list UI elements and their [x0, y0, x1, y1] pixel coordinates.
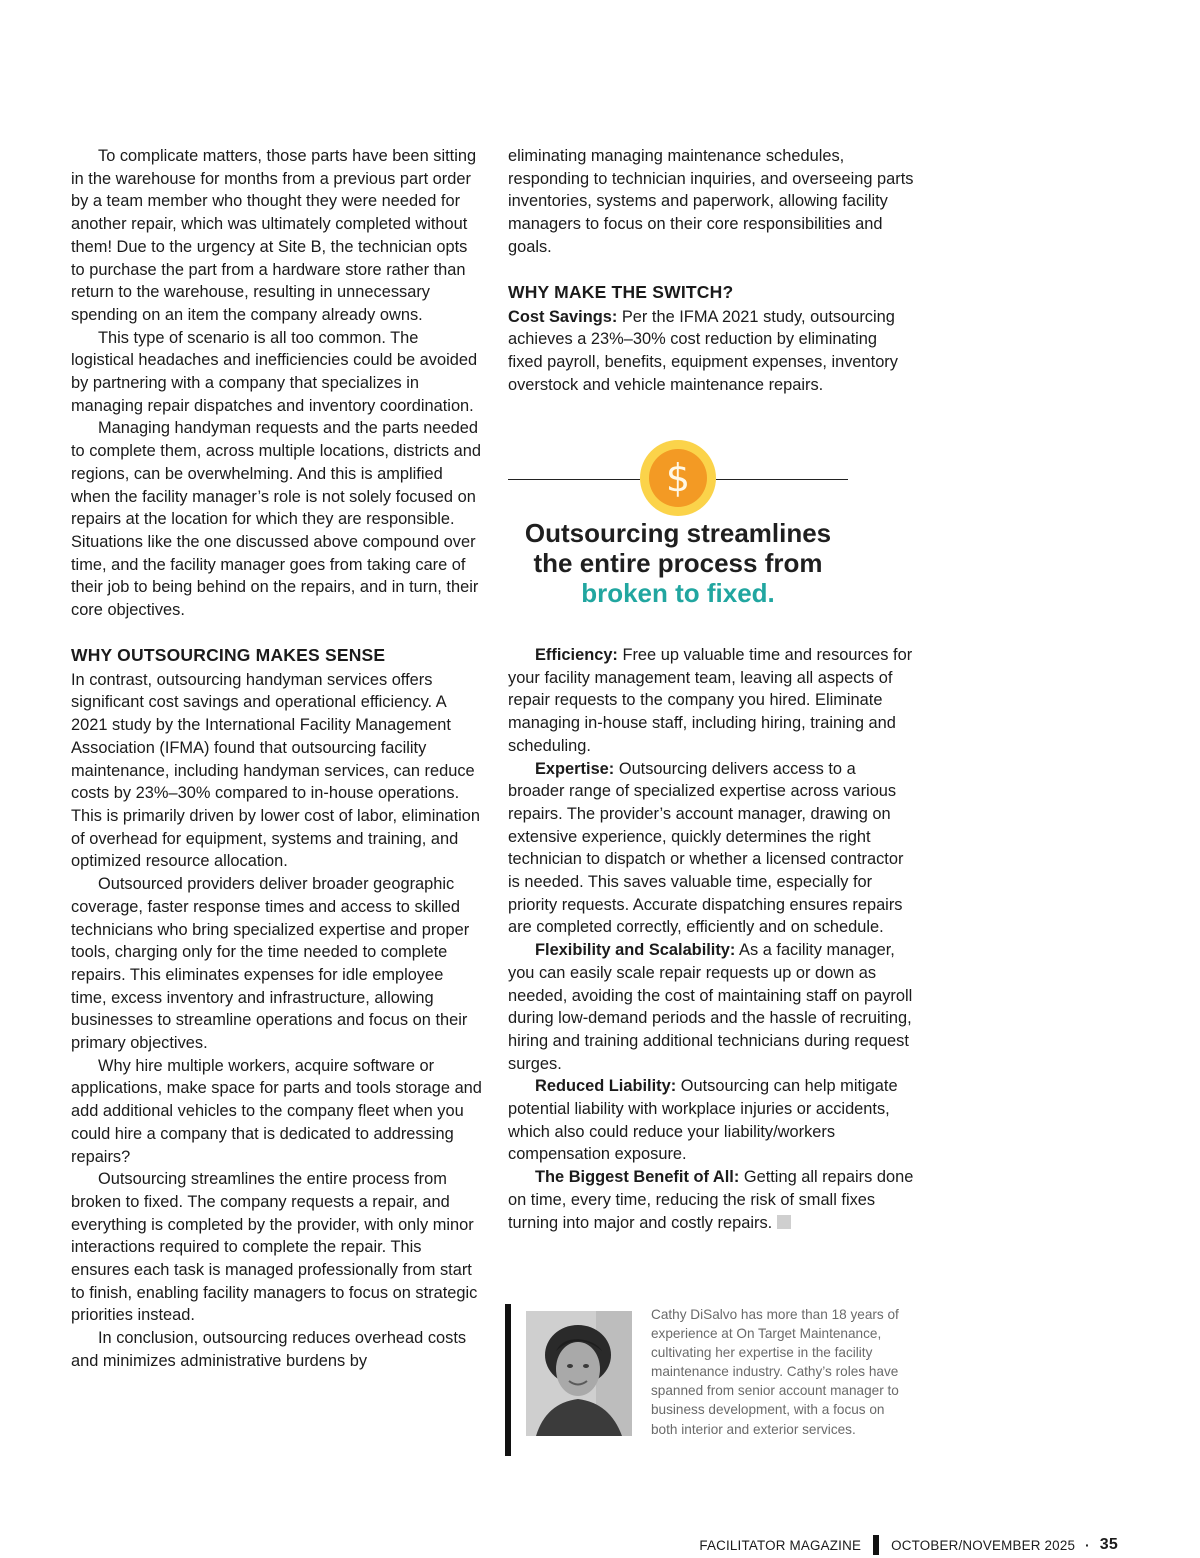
body-paragraph: In contrast, outsourcing handyman services offers significant cost savings and operational efficiency. A 2021 study by the International Facility Management Association (IFMA) found that outsourcing facility maintenance, including handyman services, can reduce costs by 23%–30% compared to in-house operations. This is primarily driven by lower cost of labor, elimination of overhead for equipment, systems and training, and optimized resource allocation.	[71, 670, 481, 871]
efficiency-lead: Efficiency:	[535, 646, 618, 664]
pull-quote-line: Outsourcing streamlines	[524, 518, 832, 548]
pull-quote	[508, 518, 848, 608]
divider-line	[508, 479, 640, 480]
section-heading: WHY MAKE THE SWITCH?	[508, 281, 734, 302]
liability-lead: Reduced Liability:	[535, 1077, 677, 1096]
author-photo	[526, 1311, 632, 1436]
flexibility-lead: Flexibility and Scalability:	[535, 941, 736, 960]
left-column	[71, 145, 483, 1373]
pull-quote-ornament	[508, 440, 848, 520]
dollar-coin-icon	[640, 440, 716, 516]
body-paragraph: eliminating managing maintenance schedules, responding to technician inquiries, and overseeing parts inventories, systems and paperwork, allowing facility managers to focus on their core responsibilities and goals.	[508, 147, 914, 256]
efficiency-text: Free up valuable time and resources for your facility management team, leaving all aspects of repair requests to the company you hired. Eliminate managing in-house staff, including hiring, training and scheduling.	[508, 646, 913, 755]
footer-separator-bar	[873, 1535, 879, 1555]
page-footer	[699, 1535, 1118, 1555]
magazine-name: FACILITATOR MAGAZINE	[699, 1537, 862, 1553]
right-column-bottom	[508, 644, 916, 1234]
flexibility-text: As a facility manager, you can easily scale repair requests up or down as needed, avoiding the cost of maintaining staff on payroll during low-demand periods and the hassle of recruiting, hiring and training additional technicians during request surges.	[508, 941, 913, 1073]
benefit-text: Getting all repairs done on time, every time, reducing the risk of small fixes turning into major and costly repairs.	[508, 1168, 914, 1232]
body-paragraph: Why hire multiple workers, acquire software or applications, make space for parts and tools storage and add additional vehicles to the company fleet when you could hire a company that is dedicated to addressing repairs?	[71, 1056, 482, 1166]
issue-date: OCTOBER/NOVEMBER 2025	[891, 1537, 1076, 1553]
body-paragraph: Outsourcing streamlines the entire process from broken to fixed. The company requests a repair, and everything is completed by the provider, with only minor interactions required to complete the repair. This ensures each task is managed professionally from start to finish, enabling facility managers to focus on strategic priorities instead.	[71, 1170, 478, 1325]
flexibility-paragraph	[508, 939, 916, 1075]
right-column-top	[508, 145, 916, 396]
expertise-lead: Expertise:	[535, 759, 615, 778]
benefit-lead: The Biggest Benefit of All:	[535, 1168, 740, 1187]
body-paragraph: Managing handyman requests and the parts needed to complete them, across multiple locations, districts and regions, can be overwhelming. And this is amplified when the facility manager’s role is not solely focused on repairs at the location for which they are responsible. Situations like the one discussed above compound over time, and the facility manager goes from taking care of their job to being behind on the repairs, and in turn, their core objectives.	[71, 419, 481, 620]
efficiency-paragraph	[508, 644, 916, 758]
body-paragraph: This type of scenario is all too common. The logistical headaches and inefficiencies could be avoided by partnering with a company that specializes in managing repair dispatches and inventory coordination.	[71, 328, 478, 415]
author-bio: Cathy DiSalvo has more than 18 years of experience at On Target Maintenance, cultivating her expertise in the facility maintenance industry. Cathy’s roles have spanned from senior account manager to business development, with a focus on both interior and exterior services.	[651, 1307, 899, 1437]
pull-quote-accent: broken to fixed.	[581, 578, 775, 608]
author-portrait-image	[526, 1311, 632, 1436]
benefit-paragraph	[508, 1166, 916, 1234]
cost-savings-lead: Cost Savings:	[508, 307, 618, 326]
expertise-paragraph	[508, 758, 916, 940]
divider-line	[716, 479, 848, 480]
page-number: 35	[1099, 1536, 1118, 1553]
end-mark-icon	[777, 1215, 791, 1229]
expertise-text: Outsourcing delivers access to a broader range of specialized expertise across various repairs. The provider’s account manager, drawing on extensive experience, quickly determines the right technician to dispatch or whether a licensed contractor is needed. This saves valuable time, especially for priority requests. Accurate dispatching ensures repairs are completed correctly, efficiently and on schedule.	[508, 759, 904, 937]
body-paragraph: To complicate matters, those parts have been sitting in the warehouse for months from a previous part order by a team member who thought they were needed for another repair, which was ultimately completed without them! Due to the urgency at Site B, the technician opts to purchase the part from a hardware store rather than return to the warehouse, resulting in unnecessary spending on an item the company already owns.	[71, 147, 477, 324]
bio-accent-bar	[505, 1304, 511, 1456]
section-heading: WHY OUTSOURCING MAKES SENSE	[71, 644, 386, 665]
liability-paragraph	[508, 1075, 916, 1166]
cost-savings-paragraph	[508, 306, 916, 397]
cost-savings-text: Per the IFMA 2021 study, outsourcing achieves a 23%–30% cost reduction by eliminating fixed payroll, benefits, equipment expenses, inventory overstock and vehicle maintenance repairs.	[508, 307, 898, 394]
dollar-sign-glyph: $	[649, 449, 707, 507]
footer-dot: ·	[1085, 1537, 1090, 1553]
body-paragraph: In conclusion, outsourcing reduces overhead costs and minimizes administrative burdens by	[71, 1329, 467, 1370]
body-paragraph: Outsourced providers deliver broader geographic coverage, faster response times and access to skilled technicians who bring specialized expertise and proper tools, charging only for the time needed to complete repairs. This eliminates expenses for idle employee time, excess inventory and infrastructure, allowing businesses to streamline operations and focus on their primary objectives.	[71, 875, 470, 1053]
liability-text: Outsourcing can help mitigate potential liability with workplace injuries or accidents, which also could reduce your liability/workers compensation exposure.	[508, 1077, 898, 1164]
pull-quote-line: the entire process from	[533, 548, 823, 578]
